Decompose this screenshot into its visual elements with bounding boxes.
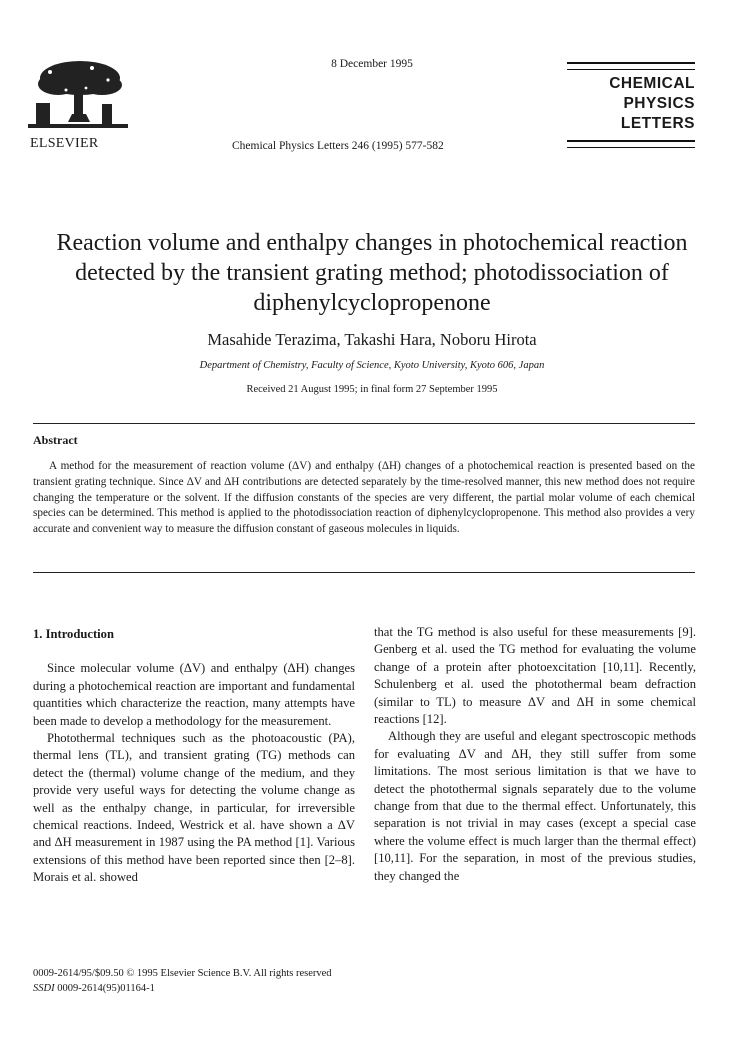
abstract-top-divider — [33, 423, 695, 424]
journal-title-line-3: LETTERS — [620, 115, 695, 132]
body-paragraph: Since molecular volume (ΔV) and enthalpy (ΔH) changes during a photochemical reaction are important and fundamental quantities which characterize the reaction, many attempts have been made to develop a methodology for the measurement. — [33, 661, 355, 728]
publisher-name: ELSEVIER — [30, 136, 99, 151]
section-heading: 1. Introduction — [33, 627, 114, 641]
ssdi-label: SSDI — [33, 983, 55, 994]
body-left-column — [33, 626, 355, 887]
author-affiliation: Department of Chemistry, Faculty of Science, Kyoto University, Kyoto 606, Japan — [199, 360, 545, 371]
article-title: Reaction volume and enthalpy changes in photochemical reaction detected by the transient grating method; photodissociation of diphenylcyclopropenone — [56, 230, 688, 316]
journal-title-block — [567, 62, 695, 148]
body-paragraph: Although they are useful and elegant spectroscopic methods for evaluating ΔV and ΔH, they still suffer from some limitations. The most serious limitation is that we have to detect the photothermal signals separately due to the volume change from that due to the thermal effect. Unfortunately, this separation is not trivial in may cases (except a special case where the volume effect is much larger than the thermal effect) [10,11]. For the separation, in most of the previous studies, they changed the — [374, 729, 696, 883]
abstract-heading: Abstract — [33, 433, 78, 447]
received-dates: Received 21 August 1995; in final form 27 September 1995 — [246, 384, 498, 395]
ssdi-line — [33, 981, 332, 996]
abstract-bottom-divider — [33, 572, 695, 573]
journal-title-line-2: PHYSICS — [623, 95, 695, 112]
issue-date: 8 December 1995 — [331, 58, 413, 70]
journal-bottom-rule — [567, 140, 695, 148]
abstract-text: A method for the measurement of reaction volume (ΔV) and enthalpy (ΔH) changes of a photochemical reaction is presented based on the transient grating technique. Since ΔV and ΔH contributions are detected separately by the time-resolved manner, this new method does not require changing the temperature or the solvent. If the diffusion constants of the species are very different, the partial molar volume of each chemical species can be determined. This method is applied to the photodissociation reaction of diphenylcyclopropenone. This method also provides a very accurate and convenient way to measure the diffusion constant of gaseous molecules in liquids. — [33, 460, 695, 536]
journal-top-rule — [567, 62, 695, 70]
body-right-column — [374, 624, 696, 885]
journal-title-line-1: CHEMICAL — [609, 75, 695, 92]
body-paragraph: Photothermal techniques such as the photoacoustic (PA), thermal lens (TL), and transient grating (TG) methods can detect the (thermal) volume change of the medium, and they provide very useful ways for detecting the volume change as well as the enthalpy change, in particular, for irreversible chemical reactions. Indeed, Westrick et al. have shown a ΔV and ΔH measurement in 1987 using the PA method [1]. Various extensions of this method have been reported since then [2–8]. Morais et al. showed — [33, 731, 355, 885]
article-authors: Masahide Terazima, Takashi Hara, Noboru Hirota — [207, 330, 537, 349]
journal-citation: Chemical Physics Letters 246 (1995) 577-582 — [232, 140, 444, 152]
copyright-line: 0009-2614/95/$09.50 © 1995 Elsevier Science B.V. All rights reserved — [33, 968, 332, 979]
page-footer — [33, 966, 332, 996]
ssdi-value: 0009-2614(95)01164-1 — [57, 983, 155, 994]
body-paragraph: that the TG method is also useful for these measurements [9]. Genberg et al. used the TG method for evaluating the volume change of a protein after photoexcitation [10,11]. Recently, Schulenberg et al. used the photothermal beam defraction (similar to TL) to measure ΔV and ΔH in some chemical reactions [12]. — [374, 625, 696, 727]
